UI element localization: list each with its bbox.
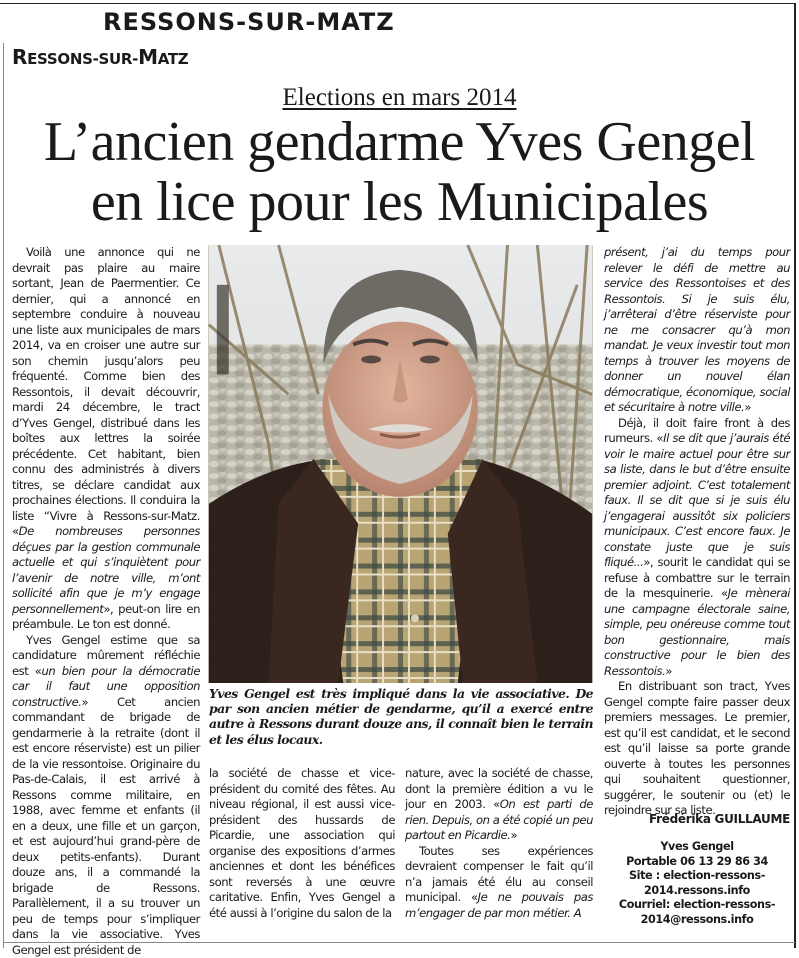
- text: » Cet ancien commandant de brigade de gendarmerie à la retraite (dont il est encore réserviste) est un pilier de la vie ressontoise. Originaire du Pas-de-Calais, il est arrivé à Ressons comme militaire, en 1988, avec femme et enfants (il en a deux, une fille et un garçon, et est aujourd’hui grand-père de deux petits-enfants). Durant douze ans, il a commandé la brigade de Ressons. Parallèlement, il a su trouver un peu de temps pour s’impliquer dans la vie associative. Yves Gengel est président de: [12, 695, 200, 957]
- text: »: [665, 664, 672, 678]
- paragraph: [405, 766, 593, 844]
- article-column-2: [209, 766, 395, 937]
- text: Yves Gengel estime que sa candidature mûrement réfléchie est «: [12, 633, 200, 678]
- contact-phone: Portable 06 13 29 86 34: [604, 855, 790, 870]
- text: »: [744, 400, 751, 414]
- paragraph: En distribuant son tract, Yves Gengel compte faire passer deux premiers messages. Le premier, est qu’il est candidat, et le second est qu’il laisse sa porte grande ouverte à toutes les personnes qui souhaitent questionner, suggérer, le soutenir ou (et) le rejoindre sur sa liste.: [604, 679, 790, 819]
- contact-box: [604, 840, 790, 927]
- quote: De nombreuses personnes déçues par la gestion communale actuelle et qui s’inquiètent pour l’avenir de notre ville, m’ont sollicité afin que je m’y engage personnellement: [12, 524, 200, 616]
- paragraph: [405, 844, 593, 922]
- quote: Je mènerai une campagne électorale saine, simple, peu onéreuse comme tout bon gestionnaire, mais constructive pour le bien des Ressontois.: [604, 586, 790, 678]
- text: »: [510, 828, 517, 842]
- section-title-part: ESSONS-SUR-: [27, 50, 138, 68]
- article-column-4: [604, 245, 790, 805]
- photo-caption: Yves Gengel est très impliqué dans la vie associative. De par son ancien métier de gendarme, qu’il a exercé entre autre à Ressons durant douze ans, il connaît bien le terrain et les élus locaux.: [209, 686, 593, 762]
- contact-name: Yves Gengel: [604, 840, 790, 855]
- headline-line-2: en lice pour les Municipales: [0, 172, 799, 232]
- contact-email-cont: 2014@ressons.info: [604, 913, 790, 928]
- section-title-initial-2: M: [138, 45, 158, 69]
- headline-line-1: L’ancien gendarme Yves Gengel: [0, 112, 799, 172]
- paragraph: [604, 416, 790, 680]
- article-author: Frédérika GUILLAUME: [649, 812, 790, 826]
- text: », sourit le candidat qui se refuse à combattre sur le terrain de la mesquinerie. «: [604, 555, 790, 600]
- paragraph: la société de chasse et vice-président du comité des fêtes. Au niveau régional, il est aussi vice-président des hussards de Picardie, une association qui organise des expositions d’armes anciennes et dont les bénéfices sont reversés à une œuvre caritative. Enfin, Yves Gengel a été aussi à l’origine du salon de la: [209, 766, 395, 921]
- contact-site: Site : election-ressons-: [604, 869, 790, 884]
- contact-email: Courriel: election-ressons-: [604, 898, 790, 913]
- article-overline: Elections en mars 2014: [0, 84, 799, 112]
- portrait-illustration: [208, 245, 593, 683]
- paragraph: [12, 245, 200, 633]
- page-border-top: [0, 3, 795, 4]
- quote: un bien pour la démocratie car il faut une opposition constructive.: [12, 664, 200, 709]
- quote: Je ne pouvais pas m’engager de par mon métier. A: [405, 890, 593, 920]
- quote: On est parti de rien. Depuis, on a été copié un peu partout en Picardie.: [405, 797, 593, 842]
- section-title: [12, 45, 188, 69]
- section-title-initial: R: [12, 45, 27, 69]
- portrait-photo: [208, 245, 593, 683]
- article-column-1: [12, 245, 200, 937]
- contact-site-cont: 2014.ressons.info: [604, 884, 790, 899]
- paragraph: [12, 633, 200, 958]
- text: », peut-on lire en préambule. Le ton est donné.: [12, 602, 200, 632]
- article-column-3: [405, 766, 593, 937]
- text: Déjà, il doit faire front à des rumeurs. «: [604, 416, 790, 446]
- text: Voilà une annonce qui ne devrait pas plaire au maire sortant, Jean de Paermentier. Ce dernier, qui a annoncé en septembre conduire à nouveau une liste aux municipales de mars 2014, va en croiser une autre sur son chemin jusqu’alors peu fréquenté. Comme bien des Ressontois, il devait découvrir, mardi 24 décembre, le tract d’Yves Gengel, distribué dans les boîtes aux lettres la soirée précédente. Cet habitant, bien connu des administrés à divers titres, se déclare candidat aux prochaines élections. Il conduira la liste “Vivre à Ressons-sur-Matz. «: [12, 245, 200, 538]
- paragraph: [604, 245, 790, 416]
- quote: Il se dit que j’aurais été voir le maire actuel pour être sur sa liste, dans le but d’être ensuite premier adjoint. C’est totalement faux. Il se dit que si je suis élu j’engagerai aussitôt six policiers municipaux. C’est encore faux. Je constate juste que je suis fliqué...: [604, 431, 790, 569]
- quote: présent, j’ai du temps pour relever le défi de mettre au service des Ressontoises et des Ressontois. Si je suis élu, j’arrêterai d’être réserviste pour ne me consacrer qu’à mon mandat. Je veux investir tout mon temps à trouver les moyens de donner un nouvel élan démocratique, économique, social et sécuritaire à notre ville.: [604, 245, 790, 414]
- section-title-end: ATZ: [158, 50, 189, 68]
- text: nature, avec la société de chasse, dont la première édition a vu le jour en 2003. «: [405, 766, 593, 811]
- article-headline: [0, 112, 799, 232]
- text: Toutes ses expériences devraient compenser le fait qu’il n’a jamais été élu au conseil municipal. «: [405, 844, 593, 905]
- article-signoff: [604, 806, 790, 940]
- page-kicker: RESSONS-SUR-MATZ: [103, 8, 395, 36]
